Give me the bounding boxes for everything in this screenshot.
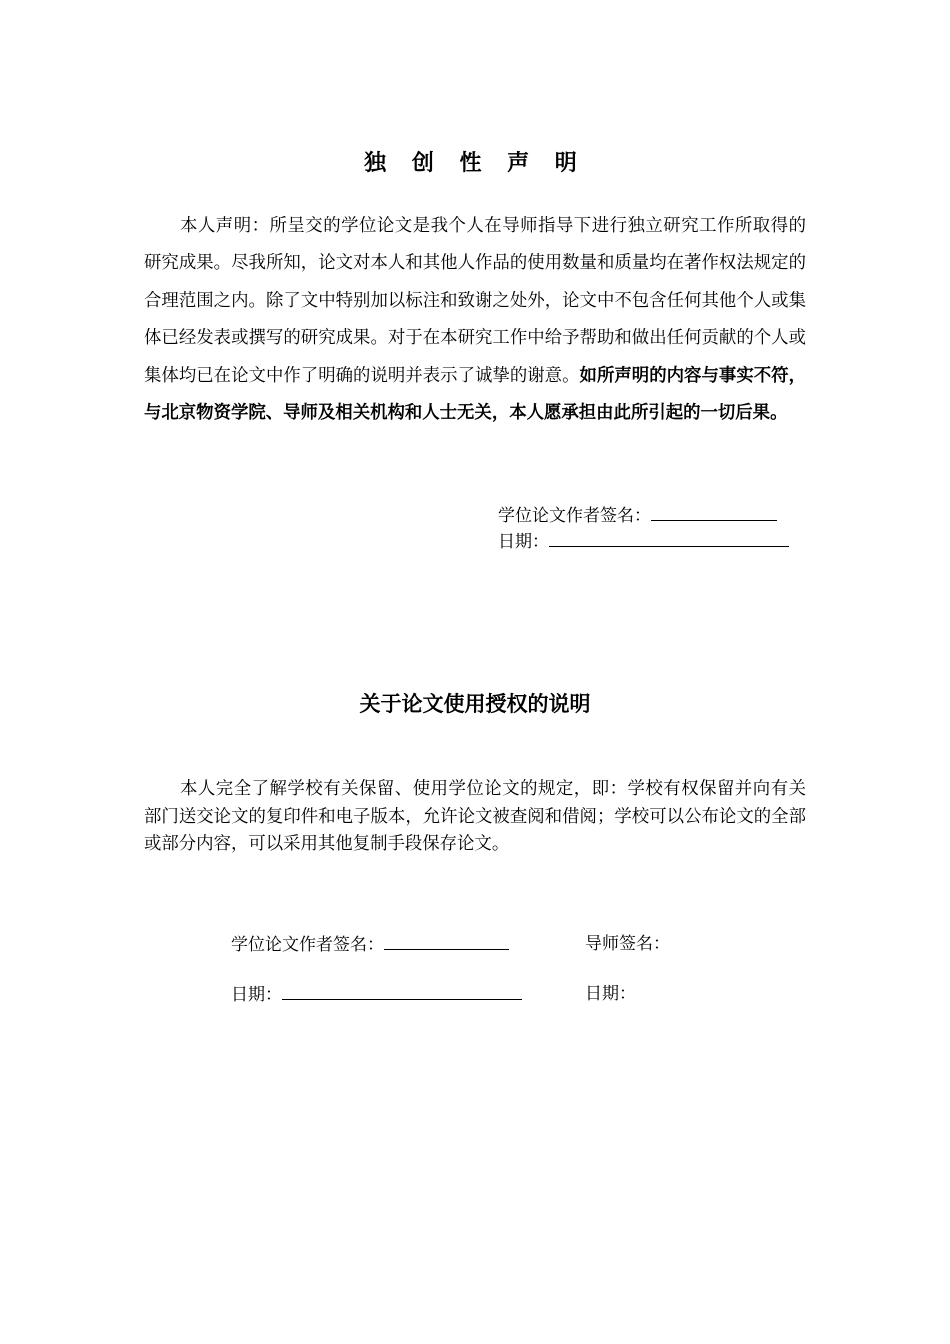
author-date-line <box>282 981 522 1000</box>
originality-date <box>498 528 789 555</box>
author-signature-line <box>651 502 777 521</box>
authorization-author-date <box>231 981 522 1008</box>
date-label: 日期： <box>498 532 549 552</box>
originality-body-bold: 如所声明的内容与事实不符，与北京物资学院、导师及相关机构和人士无关，本人愿承担由此所引起的一切后果。 <box>144 365 806 424</box>
authorization-supervisor-signature <box>585 931 670 957</box>
originality-paragraph <box>144 208 806 432</box>
author-signature-label: 学位论文作者签名： <box>498 506 651 526</box>
date-line <box>549 528 789 547</box>
author-signature-line <box>384 931 509 950</box>
supervisor-signature-label: 导师签名： <box>585 934 670 954</box>
originality-body: 本人声明：所呈交的学位论文是我个人在导师指导下进行独立研究工作所取得的研究成果。尽我所知，论文对本人和其他人作品的使用数量和质量均在著作权法规定的合理范围之内。除了文中特别加以标注和致谢之处外，论文中不包含任何其他个人或集体已经发表或撰写的研究成果。对于在本研究工作中给予帮助和做出任何贡献的个人或集体均已在论文中作了明确的说明并表示了诚挚的谢意。 <box>144 216 806 386</box>
author-signature-label: 学位论文作者签名： <box>231 935 384 955</box>
supervisor-date-label: 日期： <box>585 984 636 1004</box>
authorization-author-signature <box>231 931 509 958</box>
authorization-paragraph: 本人完全了解学校有关保留、使用学位论文的规定，即：学校有权保留并向有关部门送交论文的复印件和电子版本，允许论文被查阅和借阅；学校可以公布论文的全部或部分内容，可以采用其他复制手段保存论文。 <box>144 779 806 854</box>
authorization-supervisor-date <box>585 981 636 1007</box>
originality-author-signature <box>498 502 777 529</box>
author-date-label: 日期： <box>231 985 282 1005</box>
originality-title: 独 创 性 声 明 <box>364 151 586 176</box>
authorization-title: 关于论文使用授权的说明 <box>359 692 591 716</box>
